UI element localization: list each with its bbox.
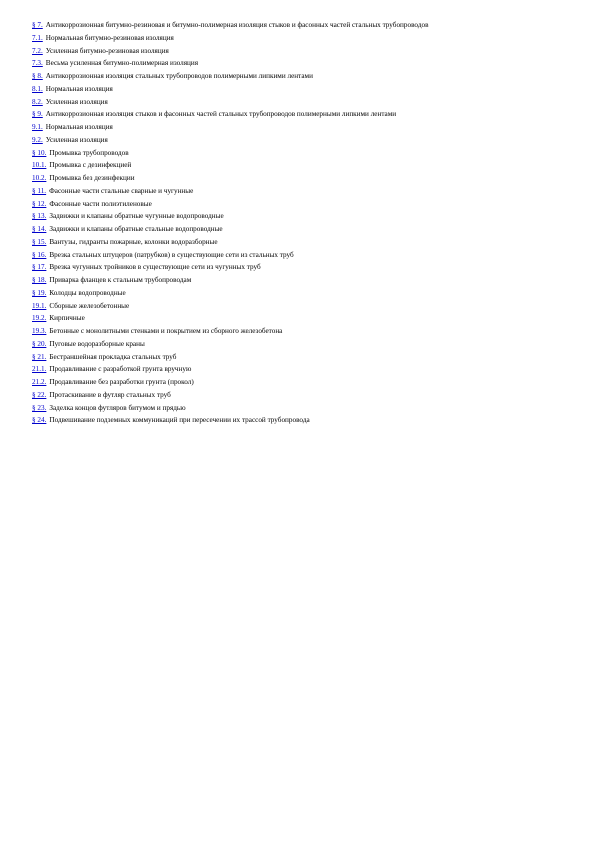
toc-item-title: Заделка концов футляров битумом и прядью — [49, 403, 186, 412]
toc-item-link[interactable]: § 14. — [32, 225, 47, 233]
toc-item-link[interactable]: § 23. — [32, 403, 47, 412]
toc-item-title: Продавливание с разработкой грунта вручную — [49, 365, 192, 374]
toc-item — [32, 19, 572, 32]
toc-item-title: Вантузы, гидранты пожарные, колонки водоразборные — [49, 237, 218, 246]
toc-item-link[interactable]: § 22. — [32, 390, 47, 399]
toc-item — [32, 249, 572, 262]
toc-item — [32, 32, 572, 45]
toc-item — [32, 325, 572, 338]
toc-item — [32, 172, 572, 185]
toc-item-title: Бестраншейная прокладка стальных труб — [49, 352, 177, 361]
toc-item-link[interactable]: § 17. — [32, 263, 47, 272]
toc-item-link[interactable]: § 12. — [32, 199, 47, 208]
toc-item-link[interactable]: 7.3. — [32, 59, 43, 68]
toc-item — [32, 351, 572, 364]
toc-item — [32, 312, 572, 325]
toc-item — [32, 236, 572, 249]
toc-item-link[interactable]: 9.1. — [32, 123, 43, 131]
toc-item-link[interactable]: § 24. — [32, 416, 47, 425]
toc-item — [32, 414, 572, 427]
toc-item — [32, 376, 572, 389]
toc-item — [32, 198, 572, 211]
toc-item-title: Врезка чугунных тройников в существующие сети из чугунных труб — [49, 263, 261, 272]
toc-item — [32, 223, 572, 236]
toc-item-link[interactable]: 8.2. — [32, 97, 43, 106]
toc-item-link[interactable]: 10.2. — [32, 174, 47, 182]
toc-item-title: Подвешивание подземных коммуникаций при пересечении их трассой трубопровода — [49, 416, 310, 425]
toc-item-title: Усиленная битумно-резиновая изоляция — [45, 46, 169, 55]
toc-item-link[interactable]: § 8. — [32, 72, 43, 80]
toc-item-title: Промывка с дезинфекцией — [49, 161, 132, 170]
toc-item-link[interactable]: § 7. — [32, 21, 43, 29]
toc-item-link[interactable]: 7.2. — [32, 46, 43, 55]
toc-item-title: Продавливание без разработки грунта (прокол) — [49, 378, 194, 386]
toc-item-link[interactable]: § 13. — [32, 212, 47, 221]
toc-item — [32, 121, 572, 134]
toc-item-title: Колодцы водопроводные — [49, 288, 126, 297]
toc-item-title: Нормальная изоляция — [45, 123, 113, 131]
toc-item-link[interactable]: § 15. — [32, 237, 47, 246]
toc-item-link[interactable]: § 11. — [32, 186, 47, 195]
toc-item-title: Кирпичные — [49, 314, 85, 323]
toc-item-title: Промывка трубопроводов — [49, 148, 129, 157]
toc-item-title: Фасонные части стальные сварные и чугунные — [49, 186, 194, 195]
toc-item — [32, 134, 572, 147]
toc-item-link[interactable]: § 16. — [32, 250, 47, 259]
toc-item — [32, 363, 572, 376]
toc-item — [32, 402, 572, 415]
toc-item-link[interactable]: 19.3. — [32, 327, 47, 335]
toc-item-link[interactable]: § 20. — [32, 339, 47, 348]
toc-item — [32, 45, 572, 58]
toc-item-title: Антикоррозионная изоляция стыков и фасонных частей стальных трубопроводов полимерными липкими лентами — [45, 110, 397, 119]
toc-item — [32, 70, 572, 83]
toc-item-title: Нормальная битумно-резиновая изоляция — [45, 33, 174, 42]
toc-item-title: Приварка фланцев к стальным трубопроводам — [49, 276, 192, 284]
toc-item-title: Фасонные части полиэтиленовые — [49, 199, 152, 208]
toc-item — [32, 108, 572, 121]
toc-item-title: Антикоррозионная изоляция стальных трубопроводов полимерными липкими лентами — [45, 72, 313, 80]
toc-item-link[interactable]: 7.1. — [32, 33, 43, 42]
toc-item-link[interactable]: 19.1. — [32, 301, 47, 310]
toc-item-link[interactable]: § 18. — [32, 276, 47, 284]
toc-item-link[interactable]: 21.2. — [32, 378, 47, 386]
toc-item — [32, 57, 572, 70]
toc-item-link[interactable]: § 10. — [32, 148, 47, 157]
toc-item — [32, 300, 572, 313]
toc-item — [32, 287, 572, 300]
toc-item-link[interactable]: 9.2. — [32, 135, 43, 144]
toc-item — [32, 261, 572, 274]
toc-item-title: Бетонные с монолитными стенками и покрытием из сборного железобетона — [49, 327, 283, 335]
toc-item-title: Пуговые водоразборные краны — [49, 339, 145, 348]
toc-item-link[interactable]: § 21. — [32, 352, 47, 361]
toc-item-link[interactable]: 8.1. — [32, 84, 43, 93]
toc-item-title: Врезка стальных штуцеров (патрубков) в существующие сети из стальных труб — [49, 250, 294, 259]
toc-item-link[interactable]: 21.1. — [32, 365, 47, 374]
toc-item — [32, 185, 572, 198]
toc-item — [32, 159, 572, 172]
toc-item — [32, 338, 572, 351]
toc-item — [32, 389, 572, 402]
toc-item-title: Промывка без дезинфекции — [49, 174, 135, 182]
toc-item — [32, 96, 572, 109]
toc-item-title: Задвижки и клапаны обратные чугунные водопроводные — [49, 212, 224, 221]
table-of-contents — [32, 19, 572, 427]
toc-item-title: Усиленная изоляция — [45, 135, 108, 144]
toc-item — [32, 83, 572, 96]
toc-item-link[interactable]: § 19. — [32, 288, 47, 297]
toc-item-title: Нормальная изоляция — [45, 84, 113, 93]
toc-item-title: Задвижки и клапаны обратные стальные водопроводные — [49, 225, 223, 233]
toc-item-title: Сборные железобетонные — [49, 301, 130, 310]
toc-item-title: Весьма усиленная битумно-полимерная изоляция — [45, 59, 199, 68]
toc-item-link[interactable]: 19.2. — [32, 314, 47, 323]
toc-item — [32, 147, 572, 160]
toc-item-title: Усиленная изоляция — [45, 97, 108, 106]
toc-item-title: Антикоррозионная битумно-резиновая и битумно-полимерная изоляция стыков и фасонных частей стальных трубопроводов — [45, 21, 429, 29]
toc-item — [32, 210, 572, 223]
toc-item-link[interactable]: 10.1. — [32, 161, 47, 170]
toc-item-title: Протаскивание в футляр стальных труб — [49, 390, 171, 399]
toc-item — [32, 274, 572, 287]
toc-item-link[interactable]: § 9. — [32, 110, 43, 119]
